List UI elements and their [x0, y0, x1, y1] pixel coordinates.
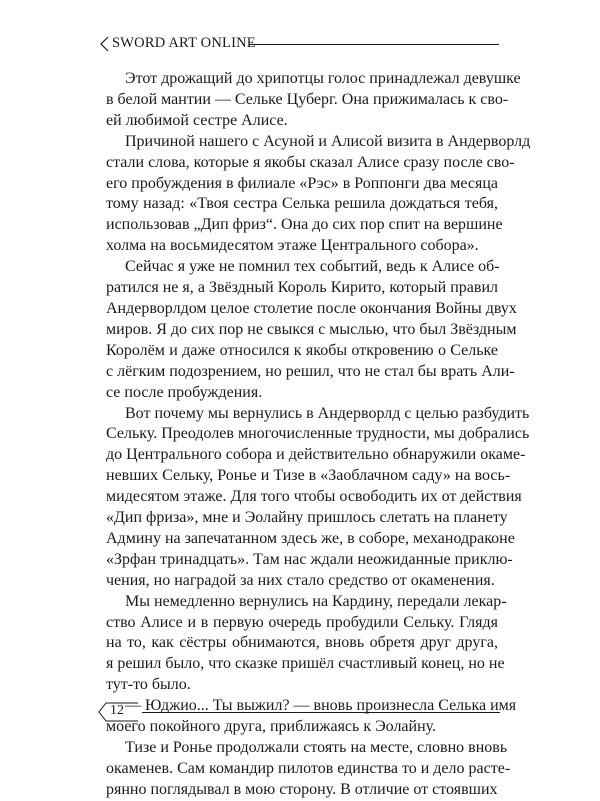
- book-title: SWORD ART ONLINE: [112, 35, 256, 51]
- text-line: Королём и даже относился к якобы откровению о Сельке: [106, 341, 498, 359]
- text-line: рянно поглядывал в мою сторону. В отличие от стоявших: [106, 780, 498, 798]
- text-line: моего покойного друга, приближаясь к Эолайну.: [106, 718, 437, 736]
- chevron-left-icon: [99, 36, 111, 52]
- text-line: Сейчас я уже не помнил тех событий, ведь к Алисе об-: [125, 258, 500, 276]
- text-line: — Юджио... Ты выжил? — вновь произнесла Селька имя: [125, 697, 517, 715]
- text-line: мидесятом этаже. Для того чтобы освободить их от действия: [106, 488, 522, 506]
- text-line: миров. Я до сих пор не свыкся с мыслью, что был Звёздным: [106, 320, 517, 338]
- text-line: стали слова, которые я якобы сказал Алисе сразу после сво-: [106, 153, 515, 171]
- text-line: ей любимой сестре Алисе.: [106, 111, 288, 129]
- header-rule: [249, 44, 499, 45]
- text-line: «Дип фриза», мне и Эолайну пришлось слетать на планету: [106, 509, 508, 527]
- text-line: Вот почему мы вернулись в Андерворлд с целью разбудить: [125, 404, 530, 422]
- text-line: ство Алисе и в первую очередь пробудили Сельку. Глядя: [106, 613, 498, 631]
- body-text: [106, 69, 531, 801]
- text-line: невших Сельку, Ронье и Тизе в «Заоблачном саду» на вось-: [106, 467, 511, 485]
- text-line: я решил было, что сказке пришёл счастливый конец, но не: [106, 655, 505, 673]
- footer-rule: [142, 712, 500, 713]
- paragraph: [106, 738, 511, 801]
- text-line: ратился не я, а Звёздный Король Кирито, который правил: [106, 279, 498, 297]
- text-line: до Центрального собора и действительно обнаружили окаме-: [106, 446, 526, 464]
- text-line: его пробуждения в филиале «Рэс» в Роппонги два месяца: [106, 174, 498, 192]
- text-line: Андерворлдом целое столетие после окончания Войны двух: [106, 299, 517, 317]
- text-line: Сельку. Преодолев многочисленные трудности, мы добрались: [106, 425, 530, 443]
- paragraph: [106, 257, 517, 403]
- text-line: Тизе и Ронье продолжали стоять на месте, словно вновь: [125, 739, 508, 756]
- running-footer: [98, 700, 500, 724]
- text-line: с лёгким подозрением, но решил, что не стал бы врать Али-: [106, 362, 515, 380]
- text-line: Админу на запечатанном здесь же, в соборе, механодраконе: [106, 529, 515, 547]
- text-line: использовав „Дип фриз“. Она до сих пор спит на вершине: [106, 216, 503, 234]
- paragraph: [106, 69, 521, 132]
- text-line: на то, как сёстры обнимаются, вновь обретя друг друга,: [106, 634, 498, 652]
- text-line: тут-то было.: [106, 676, 191, 694]
- text-line: чения, но наградой за них стало средство от окаменения.: [106, 571, 495, 589]
- paragraph: [106, 404, 530, 592]
- text-line: Причиной нашего с Асуной и Алисой визита в Андерворлд: [125, 132, 531, 150]
- text-line: «Зрфан тринадцать». Там нас ждали неожиданные приклю-: [106, 550, 513, 568]
- text-line: Мы немедленно вернулись на Кардину, передали лекар-: [125, 592, 507, 610]
- page-number: 12: [110, 703, 124, 718]
- text-line: Этот дрожащий до хрипотцы голос принадлежал девушке: [125, 70, 521, 87]
- paragraph: [106, 132, 531, 257]
- text-line: в белой мантии — Сельке Цуберг. Она прижималась к сво-: [106, 90, 509, 108]
- text-line: холма на восьмидесятом этаже Центрального собора».: [106, 237, 479, 255]
- text-line: окаменев. Сам командир пилотов единства то и дело растe-: [106, 759, 511, 777]
- paragraph: [106, 592, 507, 697]
- text-line: тому назад: «Твоя сестра Селька решила дождаться тебя,: [106, 195, 498, 213]
- running-header: [99, 33, 499, 55]
- text-line: се после пробуждения.: [106, 383, 263, 401]
